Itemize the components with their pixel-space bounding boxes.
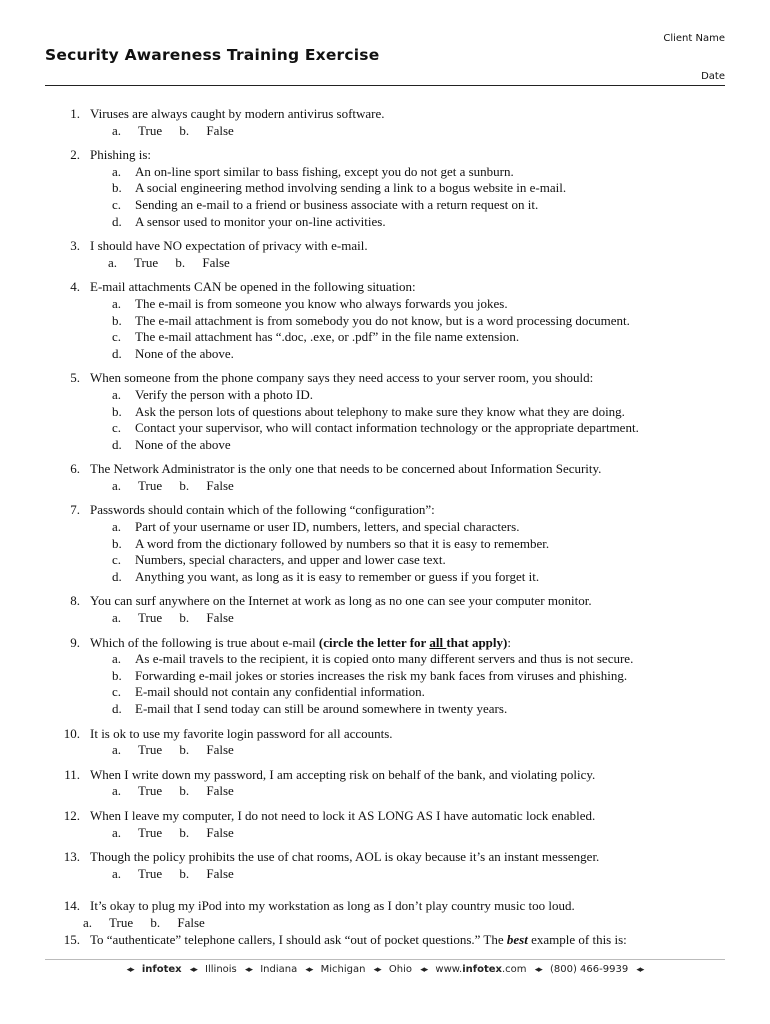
option-text: None of the above xyxy=(135,436,231,452)
option-false: False xyxy=(206,610,234,626)
option-text: The e-mail is from someone you know who always forwards you jokes. xyxy=(135,295,508,311)
option-letter: b. xyxy=(175,254,186,270)
separator-icon: ◂▸ xyxy=(126,965,134,975)
question-text: The Network Administrator is the only one that needs to be concerned about Information Security. xyxy=(90,461,602,477)
true-false-options xyxy=(90,783,770,800)
option-letter: a. xyxy=(112,865,122,881)
option-letter: c. xyxy=(112,684,122,700)
question-colon: : xyxy=(507,634,511,650)
option-letter: b. xyxy=(179,865,190,881)
question-number: 1. xyxy=(70,106,80,121)
option-text: A word from the dictionary followed by numbers so that it is easy to remember. xyxy=(135,535,550,551)
question-number: 11. xyxy=(64,766,80,782)
option-letter: a. xyxy=(112,651,122,667)
option-b xyxy=(90,313,770,330)
option-c xyxy=(90,552,770,569)
option-d xyxy=(90,437,770,454)
option-false: False xyxy=(206,824,234,840)
option-letter: a. xyxy=(112,163,122,179)
option-text: The e-mail attachment has “.doc, .exe, or .pdf” in the file name extension. xyxy=(135,329,520,345)
separator-icon: ◂▸ xyxy=(636,965,644,975)
question-9 xyxy=(0,635,770,718)
option-letter: a. xyxy=(112,742,122,758)
option-text: Numbers, special characters, and upper and lower case text. xyxy=(135,552,446,568)
question-text xyxy=(90,932,770,949)
question-emphasis xyxy=(319,635,507,650)
footer-rule xyxy=(45,959,725,960)
website-prefix: www. xyxy=(435,964,463,975)
option-letter: d. xyxy=(112,213,122,229)
question-text: You can surf anywhere on the Internet at work as long as no one can see your computer monitor. xyxy=(90,593,592,609)
option-false: False xyxy=(206,742,234,758)
question-number: 13. xyxy=(63,849,80,865)
footer-phone: (800) 466-9939 xyxy=(549,964,629,975)
option-true: True xyxy=(138,742,163,758)
page-title: Security Awareness Training Exercise xyxy=(45,46,380,64)
option-letter: b. xyxy=(179,783,190,799)
option-d xyxy=(90,346,770,363)
option-text: Ask the person lots of questions about telephony to make sure they know what they are doing. xyxy=(135,403,625,419)
question-text xyxy=(90,635,770,652)
question-text: Viruses are always caught by modern antivirus software. xyxy=(90,106,385,121)
option-letter: d. xyxy=(112,345,122,361)
option-c xyxy=(90,197,770,214)
option-letter: d. xyxy=(112,701,122,716)
footer-website-link[interactable] xyxy=(435,964,526,975)
option-letter: a. xyxy=(108,254,118,270)
option-true: True xyxy=(138,122,163,138)
option-false: False xyxy=(206,477,234,493)
option-letter: b. xyxy=(112,535,122,551)
option-letter: a. xyxy=(112,122,122,138)
option-letter: a. xyxy=(112,477,122,493)
footer-state-ohio: Ohio xyxy=(388,964,412,975)
option-c xyxy=(90,329,770,346)
separator-icon: ◂▸ xyxy=(420,965,428,975)
option-letter: b. xyxy=(179,477,190,493)
question-5 xyxy=(0,370,770,453)
option-text: A social engineering method involving sending a link to a bogus website in e-mail. xyxy=(135,180,567,196)
question-text: It is ok to use my favorite login password for all accounts. xyxy=(90,725,393,741)
option-true: True xyxy=(134,254,159,270)
option-letter: c. xyxy=(112,420,122,436)
option-text: None of the above. xyxy=(135,345,234,361)
option-text: The e-mail attachment is from somebody you do not know, but is a word processing document. xyxy=(135,312,630,328)
option-letter: c. xyxy=(112,196,122,212)
footer-state-illinois: Illinois xyxy=(205,964,237,975)
question-number: 12. xyxy=(63,807,80,823)
option-true: True xyxy=(138,783,163,799)
question-6 xyxy=(0,461,770,494)
question-text: Though the policy prohibits the use of chat rooms, AOL is okay because it’s an instant messenger. xyxy=(90,849,600,865)
emphasis-pre: (circle the letter for xyxy=(318,634,430,650)
separator-icon: ◂▸ xyxy=(244,965,252,975)
option-letter: b. xyxy=(112,312,122,328)
option-d xyxy=(90,569,770,586)
client-name-label: Client Name xyxy=(663,33,725,44)
separator-icon: ◂▸ xyxy=(189,965,197,975)
option-a xyxy=(90,164,770,181)
question-number: 7. xyxy=(70,502,80,518)
option-text: Forwarding e-mail jokes or stories increases the risk my bank faces from viruses and phishing. xyxy=(135,667,628,683)
option-a xyxy=(90,519,770,536)
question-text: When someone from the phone company says they need access to your server room, you should: xyxy=(90,370,594,386)
option-letter: b. xyxy=(179,824,190,840)
option-true: True xyxy=(138,610,163,626)
true-false-options xyxy=(90,866,770,883)
option-text: E-mail that I send today can still be around somewhere in twenty years. xyxy=(135,701,508,716)
question-number: 6. xyxy=(70,461,80,477)
true-false-options xyxy=(90,255,770,272)
question-number: 8. xyxy=(70,593,80,609)
option-letter: b. xyxy=(112,403,122,419)
option-b xyxy=(90,180,770,197)
question-text-main: To “authenticate” telephone callers, I should ask “out of pocket questions.” The xyxy=(90,931,507,947)
option-a xyxy=(90,651,770,668)
question-13 xyxy=(0,849,770,882)
option-letter: b. xyxy=(179,122,190,138)
option-c xyxy=(90,684,770,701)
option-letter: b. xyxy=(112,667,122,683)
option-d xyxy=(90,701,770,718)
option-true: True xyxy=(138,477,163,493)
footer-brand xyxy=(142,964,182,975)
question-text: I should have NO expectation of privacy with e-mail. xyxy=(90,238,368,254)
option-text: E-mail should not contain any confidential information. xyxy=(135,684,425,700)
option-text: An on-line sport similar to bass fishing, except you do not get a sunburn. xyxy=(135,163,514,179)
separator-icon: ◂▸ xyxy=(373,965,381,975)
option-text: Anything you want, as long as it is easy to remember or guess if you forget it. xyxy=(135,568,540,584)
true-false-options xyxy=(90,825,770,842)
option-text: Verify the person with a photo ID. xyxy=(135,386,313,402)
option-letter: a. xyxy=(112,386,122,402)
option-a xyxy=(90,296,770,313)
question-number: 10. xyxy=(63,725,80,741)
question-text-main: Which of the following is true about e-mail xyxy=(90,634,316,650)
true-false-options xyxy=(90,610,770,627)
question-emphasis-best: best xyxy=(506,931,528,947)
option-letter: d. xyxy=(112,436,122,452)
option-letter: a. xyxy=(112,295,122,311)
question-4 xyxy=(0,279,770,362)
true-false-options xyxy=(90,478,770,495)
option-text: Part of your username or user ID, numbers, letters, and special characters. xyxy=(135,519,520,535)
option-letter: a. xyxy=(112,610,122,626)
question-11 xyxy=(0,767,770,800)
header-rule xyxy=(45,85,725,86)
date-label: Date xyxy=(701,71,725,82)
question-10 xyxy=(0,726,770,759)
option-letter: b. xyxy=(112,180,122,196)
question-text: It’s okay to plug my iPod into my workstation as long as I don’t play country music too loud. xyxy=(90,898,575,914)
option-letter: c. xyxy=(112,329,122,345)
page-footer xyxy=(0,964,770,975)
footer-state-indiana: Indiana xyxy=(260,964,298,975)
option-text: Sending an e-mail to a friend or business associate with a return request on it. xyxy=(135,196,539,212)
question-number: 14. xyxy=(63,898,80,914)
emphasis-post: that apply) xyxy=(446,634,508,650)
option-text: Contact your supervisor, who will contact information technology or the appropriate department. xyxy=(135,420,639,436)
question-text: When I leave my computer, I do not need to lock it AS LONG AS I have automatic lock enabled. xyxy=(90,807,596,823)
question-number: 2. xyxy=(70,147,80,163)
question-15 xyxy=(0,932,770,949)
question-text: E-mail attachments CAN be opened in the following situation: xyxy=(90,279,416,295)
option-text: As e-mail travels to the recipient, it is copied onto many different servers and thus is not secure. xyxy=(135,651,634,667)
separator-icon: ◂▸ xyxy=(305,965,313,975)
option-true: True xyxy=(138,865,163,881)
question-12 xyxy=(0,808,770,841)
option-letter: a. xyxy=(83,914,93,930)
option-b xyxy=(90,536,770,553)
option-letter: a. xyxy=(112,783,122,799)
option-letter: b. xyxy=(150,914,161,930)
option-false: False xyxy=(206,865,234,881)
option-letter: d. xyxy=(112,568,122,584)
question-14 xyxy=(0,898,770,931)
option-false: False xyxy=(206,783,234,799)
brand-part: tex xyxy=(163,964,182,975)
option-true: True xyxy=(109,914,134,930)
option-letter: c. xyxy=(112,552,122,568)
true-false-options xyxy=(90,742,770,759)
question-text: When I write down my password, I am accepting risk on behalf of the bank, and violating policy. xyxy=(90,766,596,782)
website-suffix: .com xyxy=(502,964,527,975)
option-letter: b. xyxy=(179,610,190,626)
option-c xyxy=(90,420,770,437)
brand-part: info xyxy=(141,964,164,975)
question-8 xyxy=(0,593,770,626)
true-false-options xyxy=(90,123,770,140)
option-true: True xyxy=(138,824,163,840)
option-b xyxy=(90,668,770,685)
option-b xyxy=(90,404,770,421)
separator-icon: ◂▸ xyxy=(534,965,542,975)
option-letter: a. xyxy=(112,519,122,535)
question-7 xyxy=(0,502,770,585)
question-number: 9. xyxy=(70,634,80,650)
question-list xyxy=(0,106,770,948)
website-brand: infotex xyxy=(462,964,502,975)
question-1 xyxy=(0,106,770,139)
question-3 xyxy=(0,238,770,271)
emphasis-all: all xyxy=(429,634,447,650)
footer-state-michigan: Michigan xyxy=(320,964,366,975)
option-d xyxy=(90,214,770,231)
option-false: False xyxy=(202,254,230,270)
option-letter: a. xyxy=(112,824,122,840)
question-number: 5. xyxy=(70,370,80,386)
option-text: A sensor used to monitor your on-line activities. xyxy=(135,213,386,229)
question-number: 3. xyxy=(70,238,80,254)
question-text-tail: example of this is: xyxy=(527,931,627,947)
option-false: False xyxy=(206,122,234,138)
question-number: 15. xyxy=(63,931,80,947)
question-2 xyxy=(0,147,770,230)
option-false: False xyxy=(177,914,205,930)
option-letter: b. xyxy=(179,742,190,758)
option-a xyxy=(90,387,770,404)
question-text: Phishing is: xyxy=(90,147,152,163)
true-false-options xyxy=(83,915,770,932)
question-number: 4. xyxy=(70,279,80,295)
question-text: Passwords should contain which of the following “configuration”: xyxy=(90,502,435,518)
